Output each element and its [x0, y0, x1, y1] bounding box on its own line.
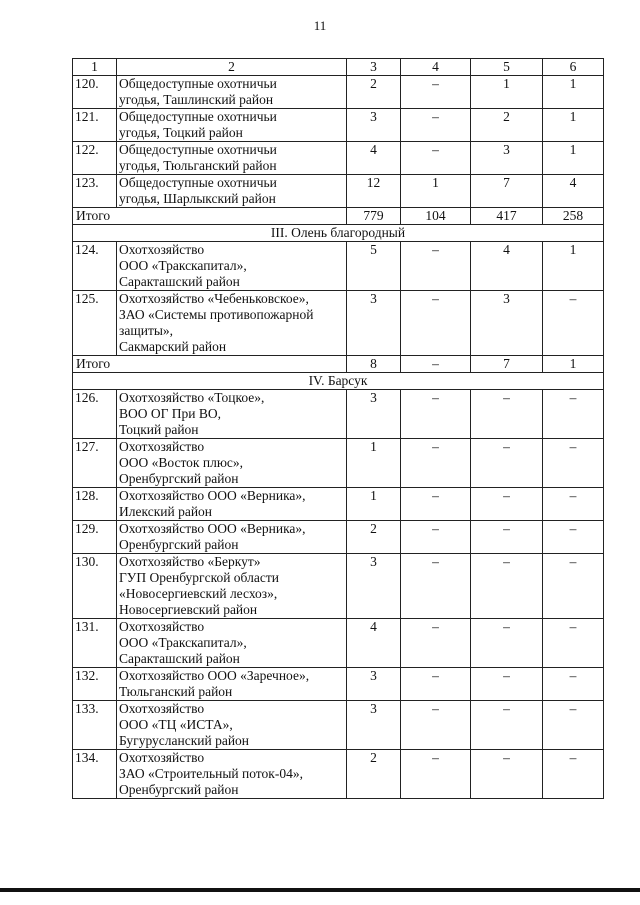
section-title: III. Олень благородный	[73, 225, 604, 242]
row-number: 124.	[73, 242, 117, 291]
row-name-line: Охотхозяйство ООО «Верника»,	[119, 521, 306, 536]
value-cell-c6: 1	[543, 76, 604, 109]
row-name-cell	[117, 76, 347, 109]
value-cell-c5: 7	[471, 175, 543, 208]
row-number: 132.	[73, 668, 117, 701]
row-name-cell	[117, 619, 347, 668]
value-cell-c3: 2	[347, 521, 401, 554]
value-cell-c6: 4	[543, 175, 604, 208]
value-cell-c6: –	[543, 521, 604, 554]
value-cell-c5: –	[471, 521, 543, 554]
row-name-cell	[117, 554, 347, 619]
row-name-line: Общедоступные охотничьи	[119, 175, 277, 190]
total-label: Итого	[73, 356, 347, 373]
value-cell-c3: 5	[347, 242, 401, 291]
row-name-line: Охотхозяйство	[119, 242, 205, 257]
value-cell-c6: –	[543, 750, 604, 799]
row-name-line: Сакмарский район	[119, 339, 227, 354]
value-cell-c4: 1	[401, 175, 471, 208]
header-cell: 4	[401, 59, 471, 76]
total-row	[73, 356, 604, 373]
value-cell-c4: –	[401, 109, 471, 142]
bottom-rule	[0, 888, 640, 892]
total-value-c3: 8	[347, 356, 401, 373]
table-row	[73, 668, 604, 701]
row-name-line: ЗАО «Строительный поток-04»,	[119, 766, 303, 781]
row-name-cell	[117, 291, 347, 356]
value-cell-c3: 3	[347, 554, 401, 619]
row-name-line: «Новосергиевский лесхоз»,	[119, 586, 278, 601]
table-row	[73, 242, 604, 291]
section-title: IV. Барсук	[73, 373, 604, 390]
value-cell-c6: –	[543, 668, 604, 701]
total-value-c5: 7	[471, 356, 543, 373]
value-cell-c3: 1	[347, 439, 401, 488]
header-cell: 3	[347, 59, 401, 76]
table-row	[73, 76, 604, 109]
row-name-line: Оренбургский район	[119, 471, 239, 486]
row-number: 128.	[73, 488, 117, 521]
table-row	[73, 619, 604, 668]
row-number: 129.	[73, 521, 117, 554]
value-cell-c3: 3	[347, 291, 401, 356]
value-cell-c4: –	[401, 76, 471, 109]
total-value-c5: 417	[471, 208, 543, 225]
total-value-c6: 1	[543, 356, 604, 373]
table-row	[73, 175, 604, 208]
total-value-c4: –	[401, 356, 471, 373]
value-cell-c4: –	[401, 242, 471, 291]
value-cell-c6: –	[543, 619, 604, 668]
section-row	[73, 225, 604, 242]
value-cell-c5: 1	[471, 76, 543, 109]
total-label: Итого	[73, 208, 347, 225]
value-cell-c5: 2	[471, 109, 543, 142]
table-row	[73, 109, 604, 142]
table-row	[73, 701, 604, 750]
row-name-line: угодья, Ташлинский район	[119, 92, 274, 107]
header-cell: 5	[471, 59, 543, 76]
value-cell-c3: 1	[347, 488, 401, 521]
row-name-line: Саракташский район	[119, 651, 240, 666]
page-number: 11	[313, 18, 327, 33]
table-row	[73, 142, 604, 175]
row-name-cell	[117, 142, 347, 175]
value-cell-c3: 3	[347, 701, 401, 750]
row-name-line: ВОО ОГ При ВО,	[119, 406, 222, 421]
value-cell-c4: –	[401, 142, 471, 175]
table-header-row	[73, 59, 604, 76]
table-row	[73, 291, 604, 356]
row-name-cell	[117, 750, 347, 799]
row-number: 126.	[73, 390, 117, 439]
value-cell-c4: –	[401, 668, 471, 701]
row-name-line: Тюльганский район	[119, 684, 233, 699]
value-cell-c3: 3	[347, 109, 401, 142]
row-name-line: Общедоступные охотничьи	[119, 76, 277, 91]
row-name-line: Охотхозяйство	[119, 701, 205, 716]
row-name-line: защиты»,	[119, 323, 174, 338]
row-name-line: Охотхозяйство «Чебеньковское»,	[119, 291, 309, 306]
value-cell-c5: 3	[471, 291, 543, 356]
value-cell-c5: –	[471, 554, 543, 619]
row-name-cell	[117, 521, 347, 554]
value-cell-c3: 2	[347, 750, 401, 799]
value-cell-c6: –	[543, 554, 604, 619]
row-name-cell	[117, 488, 347, 521]
row-name-line: ООО «Восток плюс»,	[119, 455, 244, 470]
row-name-line: Оренбургский район	[119, 782, 239, 797]
value-cell-c5: –	[471, 488, 543, 521]
row-name-line: Охотхозяйство	[119, 439, 205, 454]
value-cell-c5: –	[471, 701, 543, 750]
value-cell-c4: –	[401, 750, 471, 799]
total-value-c4: 104	[401, 208, 471, 225]
row-name-line: Новосергиевский район	[119, 602, 258, 617]
value-cell-c5: –	[471, 750, 543, 799]
value-cell-c6: 1	[543, 242, 604, 291]
table-body	[73, 59, 604, 799]
value-cell-c5: –	[471, 619, 543, 668]
row-number: 120.	[73, 76, 117, 109]
row-name-line: ООО «Тракскапитал»,	[119, 635, 247, 650]
row-name-line: Бугурусланский район	[119, 733, 250, 748]
value-cell-c3: 3	[347, 668, 401, 701]
row-name-line: Илекский район	[119, 504, 213, 519]
value-cell-c4: –	[401, 390, 471, 439]
total-row	[73, 208, 604, 225]
row-name-line: Охотхозяйство ООО «Верника»,	[119, 488, 306, 503]
value-cell-c3: 4	[347, 619, 401, 668]
table-row	[73, 488, 604, 521]
row-number: 123.	[73, 175, 117, 208]
value-cell-c4: –	[401, 488, 471, 521]
value-cell-c3: 4	[347, 142, 401, 175]
row-name-line: Общедоступные охотничьи	[119, 142, 277, 157]
value-cell-c4: –	[401, 521, 471, 554]
table-row	[73, 521, 604, 554]
row-name-line: Оренбургский район	[119, 537, 239, 552]
value-cell-c3: 12	[347, 175, 401, 208]
value-cell-c4: –	[401, 554, 471, 619]
value-cell-c5: –	[471, 439, 543, 488]
value-cell-c3: 2	[347, 76, 401, 109]
row-name-line: Охотхозяйство «Тоцкое»,	[119, 390, 265, 405]
row-name-cell	[117, 242, 347, 291]
value-cell-c6: –	[543, 390, 604, 439]
row-number: 133.	[73, 701, 117, 750]
row-name-line: Тоцкий район	[119, 422, 199, 437]
row-name-line: ГУП Оренбургской области	[119, 570, 279, 585]
value-cell-c6: –	[543, 701, 604, 750]
row-name-line: угодья, Шарлыкский район	[119, 191, 276, 206]
row-name-cell	[117, 439, 347, 488]
value-cell-c5: 4	[471, 242, 543, 291]
header-cell: 1	[73, 59, 117, 76]
row-name-line: ООО «Тракскапитал»,	[119, 258, 247, 273]
row-name-line: Охотхозяйство	[119, 619, 205, 634]
hunting-quota-table	[72, 58, 604, 799]
table-row	[73, 439, 604, 488]
row-number: 127.	[73, 439, 117, 488]
row-number: 122.	[73, 142, 117, 175]
total-value-c3: 779	[347, 208, 401, 225]
value-cell-c4: –	[401, 619, 471, 668]
row-name-line: Охотхозяйство «Беркут»	[119, 554, 261, 569]
table-row	[73, 390, 604, 439]
row-name-line: угодья, Тюльганский район	[119, 158, 277, 173]
value-cell-c4: –	[401, 701, 471, 750]
table-row	[73, 554, 604, 619]
row-name-line: Общедоступные охотничьи	[119, 109, 277, 124]
row-name-line: Охотхозяйство	[119, 750, 205, 765]
value-cell-c6: –	[543, 439, 604, 488]
row-number: 134.	[73, 750, 117, 799]
value-cell-c6: 1	[543, 109, 604, 142]
value-cell-c6: 1	[543, 142, 604, 175]
value-cell-c6: –	[543, 488, 604, 521]
row-name-cell	[117, 668, 347, 701]
row-name-line: Саракташский район	[119, 274, 240, 289]
row-name-line: ООО «ТЦ «ИСТА»,	[119, 717, 233, 732]
row-number: 125.	[73, 291, 117, 356]
row-number: 130.	[73, 554, 117, 619]
row-name-line: угодья, Тоцкий район	[119, 125, 243, 140]
value-cell-c5: –	[471, 668, 543, 701]
row-name-cell	[117, 390, 347, 439]
value-cell-c5: 3	[471, 142, 543, 175]
row-name-cell	[117, 109, 347, 142]
row-name-cell	[117, 701, 347, 750]
row-name-cell	[117, 175, 347, 208]
value-cell-c3: 3	[347, 390, 401, 439]
value-cell-c4: –	[401, 291, 471, 356]
row-name-line: Охотхозяйство ООО «Заречное»,	[119, 668, 310, 683]
header-cell: 6	[543, 59, 604, 76]
row-number: 131.	[73, 619, 117, 668]
header-cell: 2	[117, 59, 347, 76]
row-number: 121.	[73, 109, 117, 142]
value-cell-c5: –	[471, 390, 543, 439]
table-row	[73, 750, 604, 799]
value-cell-c4: –	[401, 439, 471, 488]
value-cell-c6: –	[543, 291, 604, 356]
row-name-line: ЗАО «Системы противопожарной	[119, 307, 314, 322]
total-value-c6: 258	[543, 208, 604, 225]
section-row	[73, 373, 604, 390]
